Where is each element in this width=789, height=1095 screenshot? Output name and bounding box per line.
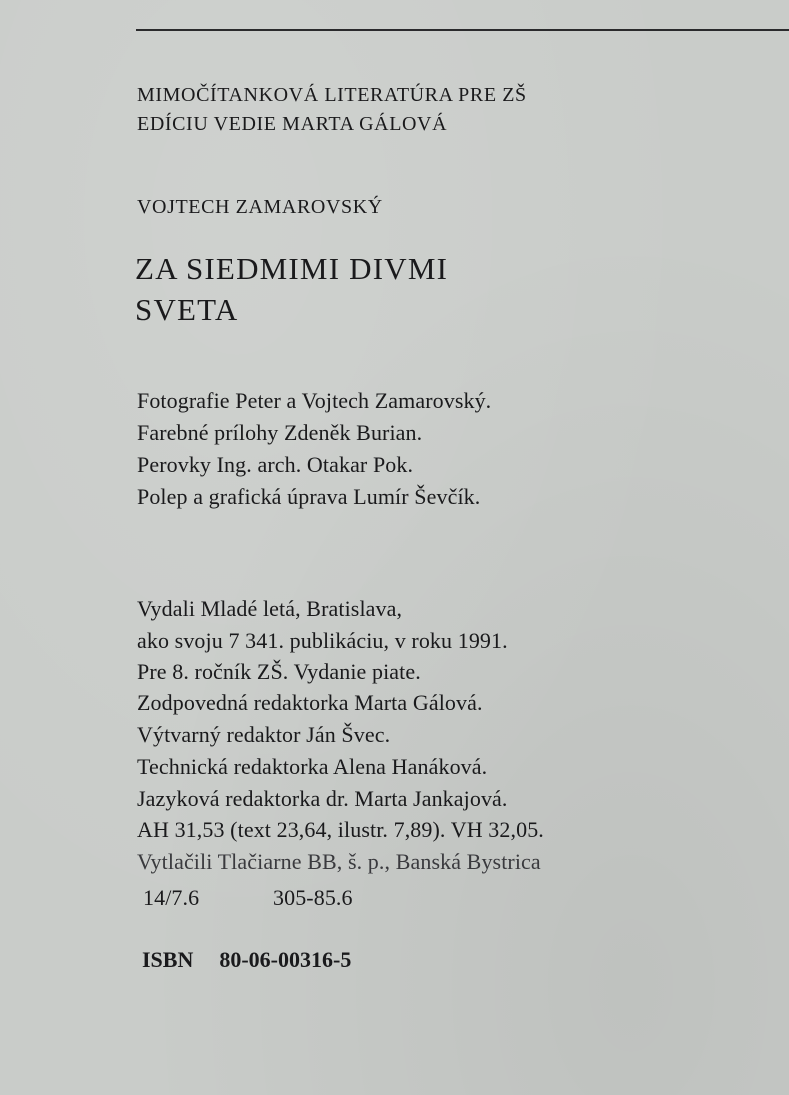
catalog-code-2: 305-85.6 [273,885,353,910]
catalog-codes [143,887,353,909]
book-title-line-2: SVETA [135,292,239,327]
isbn-number: 80-06-00316-5 [219,947,352,972]
art-editor-line: Výtvarný redaktor Ján Švec. [137,722,391,747]
responsible-editor-line: Zodpovedná redaktorka Marta Gálová. [137,690,483,715]
grade-edition-line: Pre 8. ročník ZŠ. Vydanie piate. [137,659,421,684]
credit-line-drawings: Perovky Ing. arch. Otakar Pok. [137,452,414,477]
credit-photos: Fotografie Peter a Vojtech Zamarovský. [137,388,492,413]
printer-line: Vytlačili Tlačiarne BB, š. p., Banská Bystrica [137,849,541,874]
credit-color-plates: Farebné prílohy Zdeněk Burian. [137,420,423,445]
book-title-line-1: ZA SIEDMIMI DIVMI [135,251,449,286]
isbn-label: ISBN [142,947,194,972]
series-line: MIMOČÍTANKOVÁ LITERATÚRA PRE ZŠ [137,84,527,106]
publication-number-line: ako svoju 7 341. publikáciu, v roku 1991. [137,628,508,653]
sheets-line: AH 31,53 (text 23,64, ilustr. 7,89). VH 32,05. [137,817,544,842]
language-editor-line: Jazyková redaktorka dr. Marta Jankajová. [137,786,508,811]
publisher-line: Vydali Mladé letá, Bratislava, [137,596,403,621]
credit-design: Polep a grafická úprava Lumír Ševčík. [137,484,481,509]
author-name: VOJTECH ZAMAROVSKÝ [137,196,383,218]
edition-line: EDÍCIU VEDIE MARTA GÁLOVÁ [137,113,448,135]
top-rule [136,29,789,31]
technical-editor-line: Technická redaktorka Alena Hanáková. [137,754,488,779]
catalog-code-1: 14/7.6 [143,885,200,910]
isbn-line [142,949,351,971]
